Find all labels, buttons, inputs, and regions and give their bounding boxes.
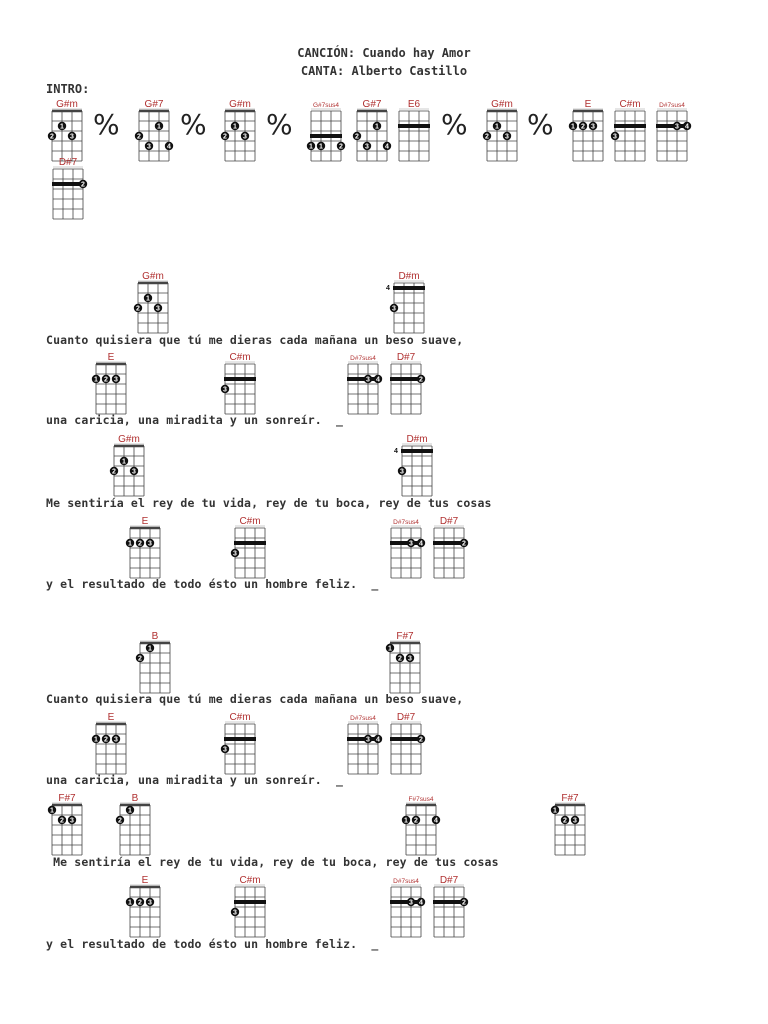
svg-text:3: 3 <box>408 655 412 663</box>
svg-text:1: 1 <box>122 458 126 466</box>
chord-diagram-csm <box>225 351 261 417</box>
svg-text:2: 2 <box>581 123 585 131</box>
chord-diagram-fs7 <box>390 630 426 696</box>
svg-text:3: 3 <box>243 133 247 141</box>
svg-text:3: 3 <box>365 143 369 151</box>
svg-text:1: 1 <box>128 540 132 548</box>
chord-name: B <box>131 793 139 804</box>
chord-diagram-ds7sus4 <box>348 351 384 417</box>
chord-diagram-e <box>130 874 166 940</box>
fret-label: 4 <box>394 448 398 455</box>
svg-text:1: 1 <box>553 807 557 815</box>
svg-text:2: 2 <box>138 899 142 907</box>
chord-diagram-b <box>140 630 176 696</box>
svg-text:1: 1 <box>157 123 161 131</box>
chord-diagram-ds7 <box>434 515 470 581</box>
lyric-line: Cuanto quisiera que tú me dieras cada mañana un beso suave, <box>46 692 464 706</box>
svg-text:4: 4 <box>685 123 689 131</box>
svg-text:1: 1 <box>495 123 499 131</box>
svg-text:2: 2 <box>339 143 343 151</box>
song-artist: CANTA: Alberto Castillo <box>300 64 468 78</box>
svg-text:4: 4 <box>419 899 423 907</box>
chord-name: F#7 <box>561 793 579 804</box>
chord-diagram-ds7sus4 <box>657 98 693 164</box>
svg-text:4: 4 <box>434 817 438 825</box>
svg-text:2: 2 <box>419 376 423 384</box>
svg-text:2: 2 <box>138 655 142 663</box>
repeat-symbol: % <box>527 108 554 141</box>
svg-text:3: 3 <box>366 736 370 744</box>
chord-name: C#m <box>619 99 641 110</box>
lyric-line: y el resultado de todo ésto un hombre feliz. _ <box>46 577 379 591</box>
svg-text:1: 1 <box>404 817 408 825</box>
chord-name: D#7sus4 <box>350 715 376 722</box>
svg-text:3: 3 <box>223 386 227 394</box>
chord-name: D#7sus4 <box>393 519 419 526</box>
lyric-line: Me sentiría el rey de tu vida, rey de tu boca, rey de tus cosas <box>46 496 492 510</box>
svg-text:2: 2 <box>398 655 402 663</box>
song-title: CANCIÓN: Cuando hay Amor <box>297 46 471 60</box>
chord-diagram-fs7sus4 <box>406 792 442 858</box>
chord-name: D#7 <box>58 157 78 168</box>
chord-name: C#m <box>239 516 261 527</box>
lyric-line: Me sentiría el rey de tu vida, rey de tu boca, rey de tus cosas <box>46 855 499 869</box>
svg-text:3: 3 <box>233 550 237 558</box>
chord-name: G#m <box>56 99 78 110</box>
chord-diagram-csm <box>235 515 271 581</box>
chord-diagram-csm <box>615 98 651 164</box>
repeat-symbol: % <box>180 108 207 141</box>
svg-text:2: 2 <box>137 133 141 141</box>
svg-text:4: 4 <box>376 736 380 744</box>
svg-text:3: 3 <box>132 468 136 476</box>
chord-name: C#m <box>239 875 261 886</box>
chord-diagram-ds7sus4 <box>348 711 384 777</box>
svg-text:3: 3 <box>148 899 152 907</box>
svg-text:3: 3 <box>409 899 413 907</box>
chord-name: E <box>584 99 592 110</box>
svg-text:2: 2 <box>112 468 116 476</box>
chord-diagram-e <box>96 711 132 777</box>
svg-text:2: 2 <box>81 181 85 189</box>
chord-diagram-csm <box>225 711 261 777</box>
chord-diagram-dsm <box>386 270 430 336</box>
svg-text:1: 1 <box>233 123 237 131</box>
chord-name: C#m <box>229 352 251 363</box>
chord-name: D#7 <box>439 516 459 527</box>
chord-name: G#7 <box>144 99 164 110</box>
chord-name: G#7 <box>362 99 382 110</box>
svg-text:2: 2 <box>136 305 140 313</box>
chord-diagram-fs7 <box>555 792 591 858</box>
svg-text:3: 3 <box>409 540 413 548</box>
svg-text:3: 3 <box>147 143 151 151</box>
chord-diagram-e <box>573 98 609 164</box>
svg-text:2: 2 <box>50 133 54 141</box>
svg-text:3: 3 <box>366 376 370 384</box>
chord-name: E <box>107 712 115 723</box>
chord-name: F#7sus4 <box>408 796 434 803</box>
svg-text:2: 2 <box>419 736 423 744</box>
svg-text:3: 3 <box>613 133 617 141</box>
svg-text:4: 4 <box>419 540 423 548</box>
chord-name: E <box>141 875 149 886</box>
chord-diagram-gs7 <box>357 98 393 164</box>
chord-name: G#m <box>491 99 513 110</box>
chord-name: B <box>151 631 159 642</box>
chord-diagram-gs7sus4 <box>311 98 347 164</box>
svg-text:3: 3 <box>114 736 118 744</box>
svg-text:3: 3 <box>675 123 679 131</box>
svg-text:3: 3 <box>70 133 74 141</box>
chord-diagram-b <box>120 792 156 858</box>
svg-text:3: 3 <box>400 468 404 476</box>
svg-text:3: 3 <box>233 909 237 917</box>
svg-text:3: 3 <box>223 746 227 754</box>
svg-text:3: 3 <box>156 305 160 313</box>
intro-label: INTRO: <box>46 82 90 96</box>
chord-diagram-e6 <box>399 98 435 164</box>
svg-text:1: 1 <box>50 807 54 815</box>
chord-name: D#7 <box>439 875 459 886</box>
svg-text:2: 2 <box>462 540 466 548</box>
svg-text:1: 1 <box>388 645 392 653</box>
chord-diagram-gsm <box>52 98 88 164</box>
svg-text:4: 4 <box>167 143 171 151</box>
svg-text:2: 2 <box>414 817 418 825</box>
repeat-symbol: % <box>93 108 120 141</box>
chord-name: G#m <box>118 434 140 445</box>
repeat-symbol: % <box>441 108 468 141</box>
svg-text:2: 2 <box>355 133 359 141</box>
lyric-line: una caricia, una miradita y un sonreír. _ <box>46 773 344 787</box>
lyric-line: una caricia, una miradita y un sonreír. _ <box>46 413 344 427</box>
chord-name: C#m <box>229 712 251 723</box>
lyric-line: y el resultado de todo ésto un hombre feliz. _ <box>46 937 379 951</box>
svg-text:2: 2 <box>563 817 567 825</box>
chord-name: D#7sus4 <box>659 102 685 109</box>
svg-text:1: 1 <box>128 899 132 907</box>
chord-diagram-gs7 <box>139 98 175 164</box>
svg-text:3: 3 <box>114 376 118 384</box>
chord-diagram-fs7 <box>52 792 88 858</box>
svg-text:2: 2 <box>118 817 122 825</box>
chord-name: E6 <box>407 99 421 110</box>
chord-diagram-ds7 <box>53 156 89 222</box>
chord-name: F#7 <box>396 631 414 642</box>
repeat-symbol: % <box>266 108 293 141</box>
chord-diagram-ds7 <box>391 711 427 777</box>
chord-name: D#m <box>398 271 420 282</box>
chord-diagram-gsm <box>225 98 261 164</box>
chord-name: G#m <box>229 99 251 110</box>
svg-text:3: 3 <box>505 133 509 141</box>
chord-diagram-dsm <box>394 433 438 499</box>
svg-text:1: 1 <box>148 645 152 653</box>
svg-text:2: 2 <box>462 899 466 907</box>
svg-text:4: 4 <box>376 376 380 384</box>
chord-diagram-gsm <box>138 270 174 336</box>
svg-text:3: 3 <box>70 817 74 825</box>
svg-text:3: 3 <box>573 817 577 825</box>
chord-name: D#7sus4 <box>350 355 376 362</box>
svg-text:2: 2 <box>223 133 227 141</box>
svg-text:1: 1 <box>60 123 64 131</box>
svg-text:1: 1 <box>375 123 379 131</box>
chord-diagram-e <box>130 515 166 581</box>
chord-diagram-ds7sus4 <box>391 874 427 940</box>
svg-text:1: 1 <box>94 376 98 384</box>
chord-name: D#7 <box>396 352 416 363</box>
chord-name: D#7 <box>396 712 416 723</box>
chord-diagram-ds7 <box>434 874 470 940</box>
chord-diagram-ds7 <box>391 351 427 417</box>
svg-text:2: 2 <box>104 376 108 384</box>
chord-name: F#7 <box>58 793 76 804</box>
chord-name: D#7sus4 <box>393 878 419 885</box>
svg-text:2: 2 <box>138 540 142 548</box>
svg-text:2: 2 <box>485 133 489 141</box>
svg-text:2: 2 <box>104 736 108 744</box>
svg-text:1: 1 <box>309 143 313 151</box>
lyric-line: Cuanto quisiera que tú me dieras cada mañana un beso suave, <box>46 333 464 347</box>
svg-text:4: 4 <box>385 143 389 151</box>
svg-text:3: 3 <box>392 305 396 313</box>
chord-diagram-csm <box>235 874 271 940</box>
svg-text:3: 3 <box>591 123 595 131</box>
svg-text:1: 1 <box>128 807 132 815</box>
chord-diagram-e <box>96 351 132 417</box>
chord-name: D#m <box>406 434 428 445</box>
svg-text:2: 2 <box>60 817 64 825</box>
chord-name: G#m <box>142 271 164 282</box>
svg-text:1: 1 <box>571 123 575 131</box>
svg-text:1: 1 <box>146 295 150 303</box>
chord-diagram-gsm <box>487 98 523 164</box>
chord-name: E <box>141 516 149 527</box>
svg-text:1: 1 <box>319 143 323 151</box>
svg-text:3: 3 <box>148 540 152 548</box>
chord-name: G#7sus4 <box>312 102 340 109</box>
svg-text:1: 1 <box>94 736 98 744</box>
fret-label: 4 <box>386 285 390 292</box>
chord-name: E <box>107 352 115 363</box>
chord-diagram-gsm <box>114 433 150 499</box>
chord-diagram-ds7sus4 <box>391 515 427 581</box>
